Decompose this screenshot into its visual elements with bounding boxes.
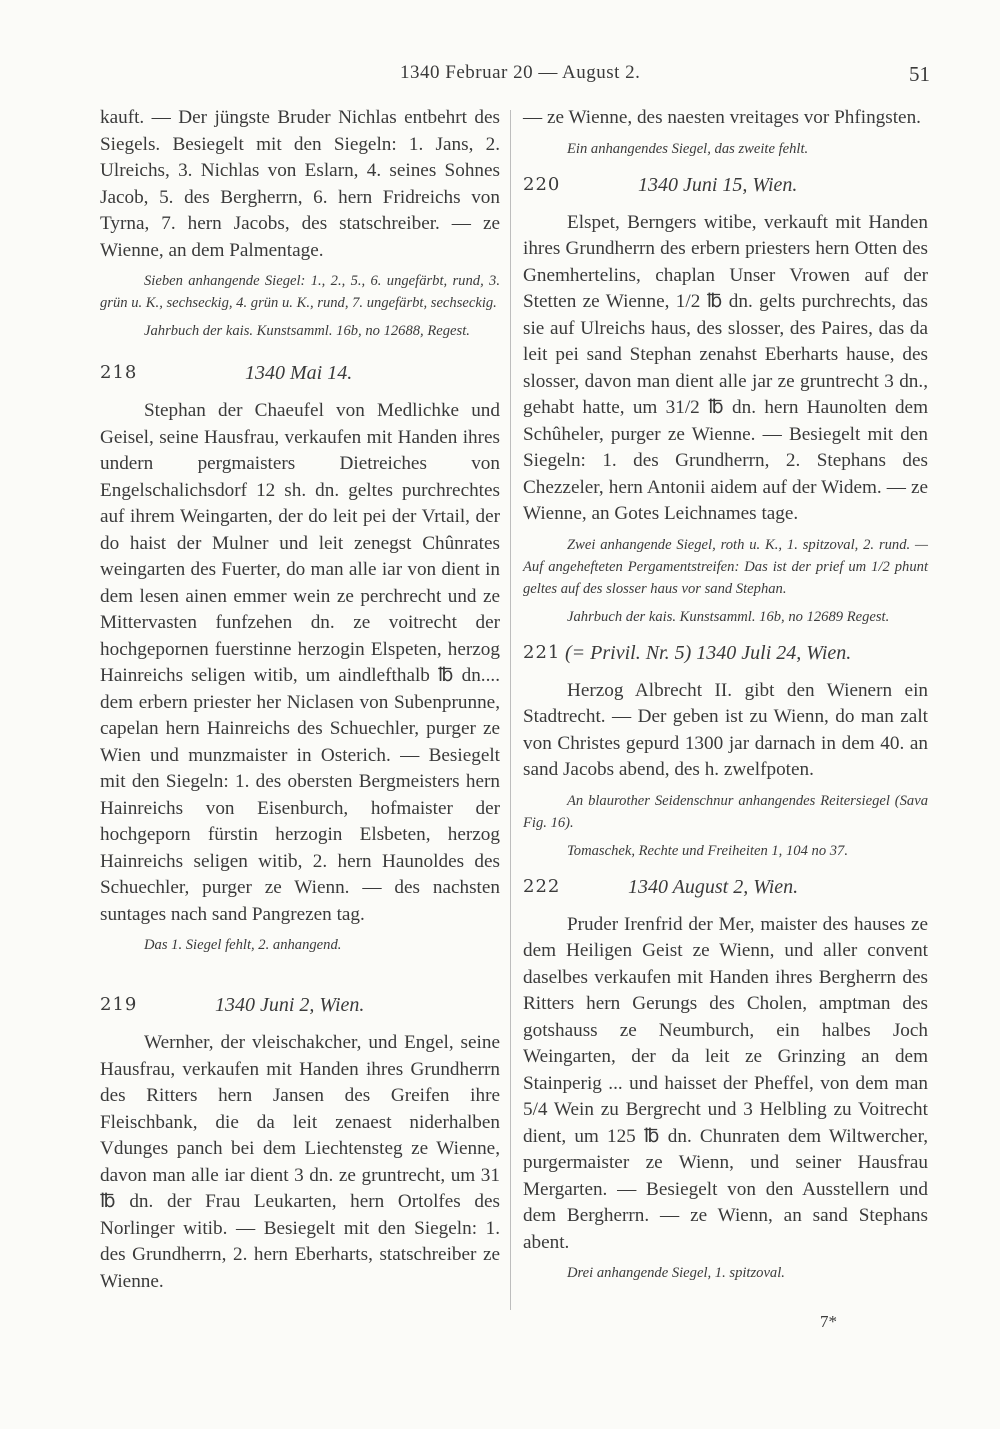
seal-note-222: Drei anhangende Siegel, 1. spitzoval. [567, 1265, 785, 1281]
document-heading-221 [523, 642, 928, 670]
document-text-219: Wernher, der vleischakcher, und Engel, seine Hausfrau, verkaufen mit Handen ihres Grundherrn des Ritters hern Jansen des Greifen ihre Fleischbank, die da leit zenaest niderhalben Vdunges panch bei dem Liechtensteg ze Wienne, davon man alle iar dient 3 dn. ze gruntrecht, um 31 ℔ dn. der Frau Leukarten, hern Ortolfes des Norlinger witib. — Besiegelt mit den Siegeln: 1. des Grundherrn, 2. hern Eberharts, statschreiber ze Wienne. [100, 1032, 500, 1292]
column-divider [510, 110, 511, 1310]
reference-note: Jahrbuch der kais. Kunstsamml. 16b, no 12688, Regest. [144, 323, 470, 339]
running-title: 1340 Februar 20 — August 2. [400, 62, 641, 83]
document-text-218: Stephan der Chaeufel von Medlichke und Geisel, seine Hausfrau, verkaufen mit Handen ihres undern pergmaisters Dietreiches von Engelschalichsdorf 12 sh. dn. geltes purchrechtes auf ihrem Weingarten, der do leit pei der Vrtail, der do haist der Mulner und leit zenegst Chûnrates weingarten des Fuerter, do man alle iar von dient in dem lesen ainen emmer wein ze perchrecht und ze Mittervasten funfzehen dn. ze voitrecht der hochgepornen fuerstinne herzogin Elspeten, herzog Hainreichs seligen witib, um aindlefthalb ℔ dn.... dem erbern priester her Niclasen von Subenprunne, capelan hern Hainreichs des Schuechler, purger ze Wien und munzmaister in Osterich. — Besiegelt mit den Siegeln: 1. des obersten Bergmeisters hern Hainreichs von Eisenburch, hofmaister der hochgeporn fürstin herzogin Elsbeten, herzog Hainreichs seligen witib, 2. hern Haunoldes des Schuechler, purger ze Wienn. — des nachsten suntages nach sand Pangrezen tag. [100, 400, 500, 925]
document-number: 221 [523, 641, 561, 663]
document-date: 1340 Juni 2, Wien. [215, 994, 365, 1016]
seal-note-220: Zwei anhangende Siegel, roth u. K., 1. spitzoval, 2. rund. — Auf angehefteten Pergamentstreifen: Das ist der prief um 1/2 phunt geltes auf des slosser haus vor sand Stephan. [523, 536, 928, 597]
document-heading-222 [523, 876, 928, 904]
seal-note: Ein anhangendes Siegel, das zweite fehlt. [567, 140, 809, 157]
document-text-222: Pruder Irenfrid der Mer, maister des hauses ze dem Heiligen Geist ze Wienn, und aller convent daselbes verkaufen mit Handen ihres Bergherrn des Ritters hern Gerungs des Cholen, amptman des gotshauss ze Neumburch, ein halbes Joch Weingarten, der da leit ze Grinzing an dem Stainperig ... und haisset der Pheffel, von dem man 5/4 Wein zu Bergrecht und 3 Helbling zu Voitrecht dient, um 125 ℔ dn. Chunraten dem Wiltwercher, purgermaister ze Wienn, und seiner Hausfrau Mergarten. — Besiegelt von den Ausstellern und dem Bergherrn. — ze Wienn, an sand Stephans abent. [523, 913, 928, 1253]
document-text-220: Elspet, Berngers witibe, verkauft mit Handen ihres Grundherrn des erbern priesters hern Otten des Gnemhertelins, chaplan Unser Vrowen auf der Stetten ze Wienne, 1/2 ℔ dn. gelts purchrechts, das sie auf Ulreichs haus, des slosser, des Paires, das da leit pei sand Stephan zenahst Eberharts hause, des slosser, davon man dient alle jar ze gruntrecht 3 dn., gehabt hatte, um 31/2 ℔ dn. hern Haunolten dem Schûheler, purger ze Wienne. — Besiegelt mit den Siegeln: 1. des Grundherrn, 2. Stephans des Chezzeler, hern Antonii aidem auf der Widem. — ze Wienne, an Gotes Leichnames tage. [523, 211, 928, 524]
seal-note-218: Das 1. Siegel fehlt, 2. anhangend. [144, 937, 342, 953]
signature-mark: 7* [820, 1312, 837, 1331]
document-date: (= Privil. Nr. 5) 1340 Juli 24, Wien. [565, 641, 852, 664]
continued-paragraph: kauft. — Der jüngste Bruder Nichlas entbehrt des Siegels. Besiegelt mit den Siegeln: 1. Jans, 2. Ulreichs, 3. Nichlas von Eslarn, 4. seines Sohnes Jacob, 5. des Bergherrn, 6. hern Fridreichs von Tyrna, 7. hern Jacobs, des statschreiber. — ze Wienne, an dem Palmentage. [100, 107, 500, 261]
document-date: 1340 Mai 14. [245, 362, 353, 384]
continued-paragraph: — ze Wienne, des naesten vreitages vor Phfingsten. [523, 107, 921, 128]
right-column [523, 105, 928, 1284]
document-heading-219 [100, 994, 500, 1022]
document-number: 219 [100, 994, 138, 1015]
document-date: 1340 August 2, Wien. [628, 875, 799, 898]
document-number: 222 [523, 875, 561, 897]
document-text-221: Herzog Albrecht II. gibt den Wienern ein Stadtrecht. — Der geben ist zu Wienn, do man zalt von Christes gepurd 1300 jar darnach in dem 40. an sand Jacobs abend, des h. zwelfpoten. [523, 679, 928, 780]
document-heading-218 [100, 362, 500, 390]
document-date: 1340 Juni 15, Wien. [638, 173, 798, 196]
reference-note-221: Tomaschek, Rechte und Freiheiten 1, 104 no 37. [567, 842, 849, 859]
document-number: 220 [523, 173, 561, 195]
page-number: 51 [909, 62, 930, 86]
seal-note: Sieben anhangende Siegel: 1., 2., 5., 6. ungefärbt, rund, 3. grün u. K., sechseckig, 4. grün u. K., rund, 7. ungefärbt, sechseckig. [100, 273, 500, 311]
seal-note-221: An blaurother Seidenschnur anhangendes Reitersiegel (Sava Fig. 16). [523, 792, 928, 831]
left-column [100, 105, 500, 1295]
document-heading-220 [523, 174, 928, 202]
reference-note-220: Jahrbuch der kais. Kunstsamml. 16b, no 12689 Regest. [567, 608, 890, 625]
page-header [100, 62, 930, 92]
document-number: 218 [100, 362, 138, 383]
